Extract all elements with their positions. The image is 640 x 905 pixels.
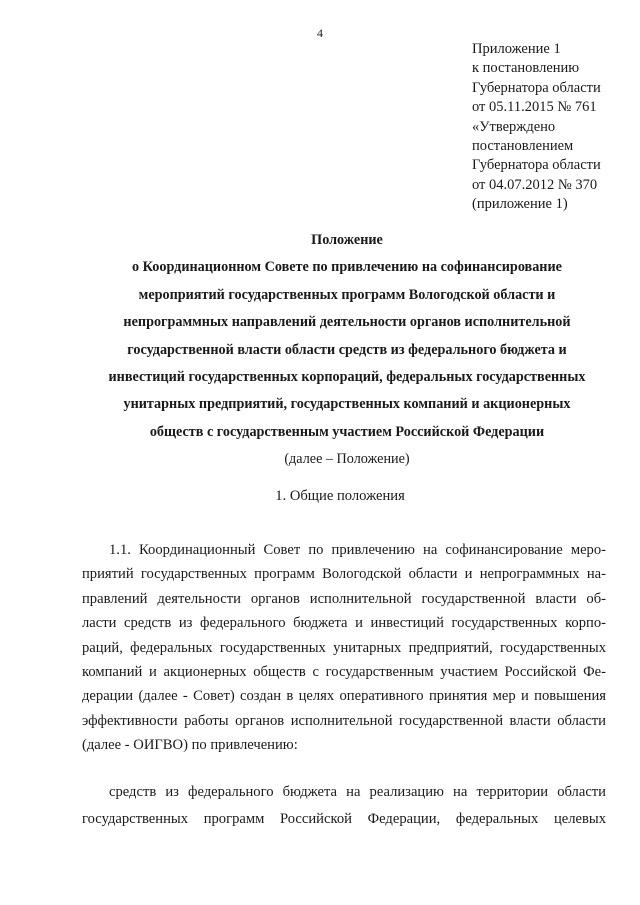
appendix-line: Приложение 1 bbox=[472, 41, 561, 57]
appendix-line: от 05.11.2015 № 761 bbox=[472, 99, 597, 116]
paragraph-line: 1.1. Координационный Совет по привлечению на софинансирование меро- bbox=[109, 542, 606, 558]
section-heading: 1. Общие положения bbox=[275, 488, 405, 504]
title-heading: Положение bbox=[311, 232, 383, 248]
title-line: унитарных предприятий, государственных компаний и акционерных bbox=[123, 396, 571, 413]
title-line: непрограммных направлений деятельности органов исполнительной bbox=[123, 314, 571, 331]
title-line: обществ с государственным участием Российской Федерации bbox=[149, 423, 545, 440]
paragraph-1 bbox=[82, 538, 606, 758]
title-line: государственной власти области средств из федерального бюджета и bbox=[127, 341, 567, 358]
paragraph-line: ласти средств из федерального бюджета и инвестиций государственных корпо- bbox=[82, 615, 606, 632]
document-title bbox=[90, 227, 604, 474]
title-line: мероприятий государственных программ Вологодской области и bbox=[138, 286, 556, 303]
title-line: о Координационном Совете по привлечению на софинансирование bbox=[132, 259, 562, 276]
appendix-line: (приложение 1) bbox=[472, 196, 568, 213]
paragraph-line: эффективности работы органов исполнительной государственной власти области bbox=[82, 712, 606, 729]
paragraph-line: правлений деятельности органов исполнительной государственной власти об- bbox=[82, 590, 606, 607]
paragraph-line: государственных программ Российской Федерации, федеральных целевых bbox=[82, 810, 606, 827]
appendix-line: Губернатора области bbox=[472, 79, 601, 96]
appendix-line: от 04.07.2012 № 370 bbox=[472, 176, 598, 193]
paragraph-line: средств из федерального бюджета на реализацию на территории области bbox=[109, 784, 606, 800]
appendix-line: постановлением bbox=[472, 138, 574, 155]
title-line: инвестиций государственных корпораций, федеральных государственных bbox=[108, 369, 586, 386]
appendix-line: Губернатора области bbox=[472, 157, 601, 174]
paragraph-line: раций, федеральных государственных унитарных предприятий, государственных bbox=[82, 639, 606, 656]
appendix-line: к постановлению bbox=[472, 60, 580, 77]
paragraph-line: (далее - ОИГВО) по привлечению: bbox=[82, 737, 298, 754]
paragraph-line: дерации (далее - Совет) создан в целях оперативного принятия мер и повышения bbox=[82, 688, 606, 705]
paragraph-line: приятий государственных программ Вологодской области и непрограммных на- bbox=[82, 566, 606, 583]
paragraph-2 bbox=[82, 779, 606, 832]
title-subtitle: (далее – Положение) bbox=[284, 451, 410, 468]
page-number: 4 bbox=[317, 26, 323, 40]
paragraph-line: компаний и акционерных обществ с государственным участием Российской Фе- bbox=[82, 663, 606, 680]
appendix-line: «Утверждено bbox=[472, 118, 556, 135]
appendix-block bbox=[472, 40, 632, 215]
